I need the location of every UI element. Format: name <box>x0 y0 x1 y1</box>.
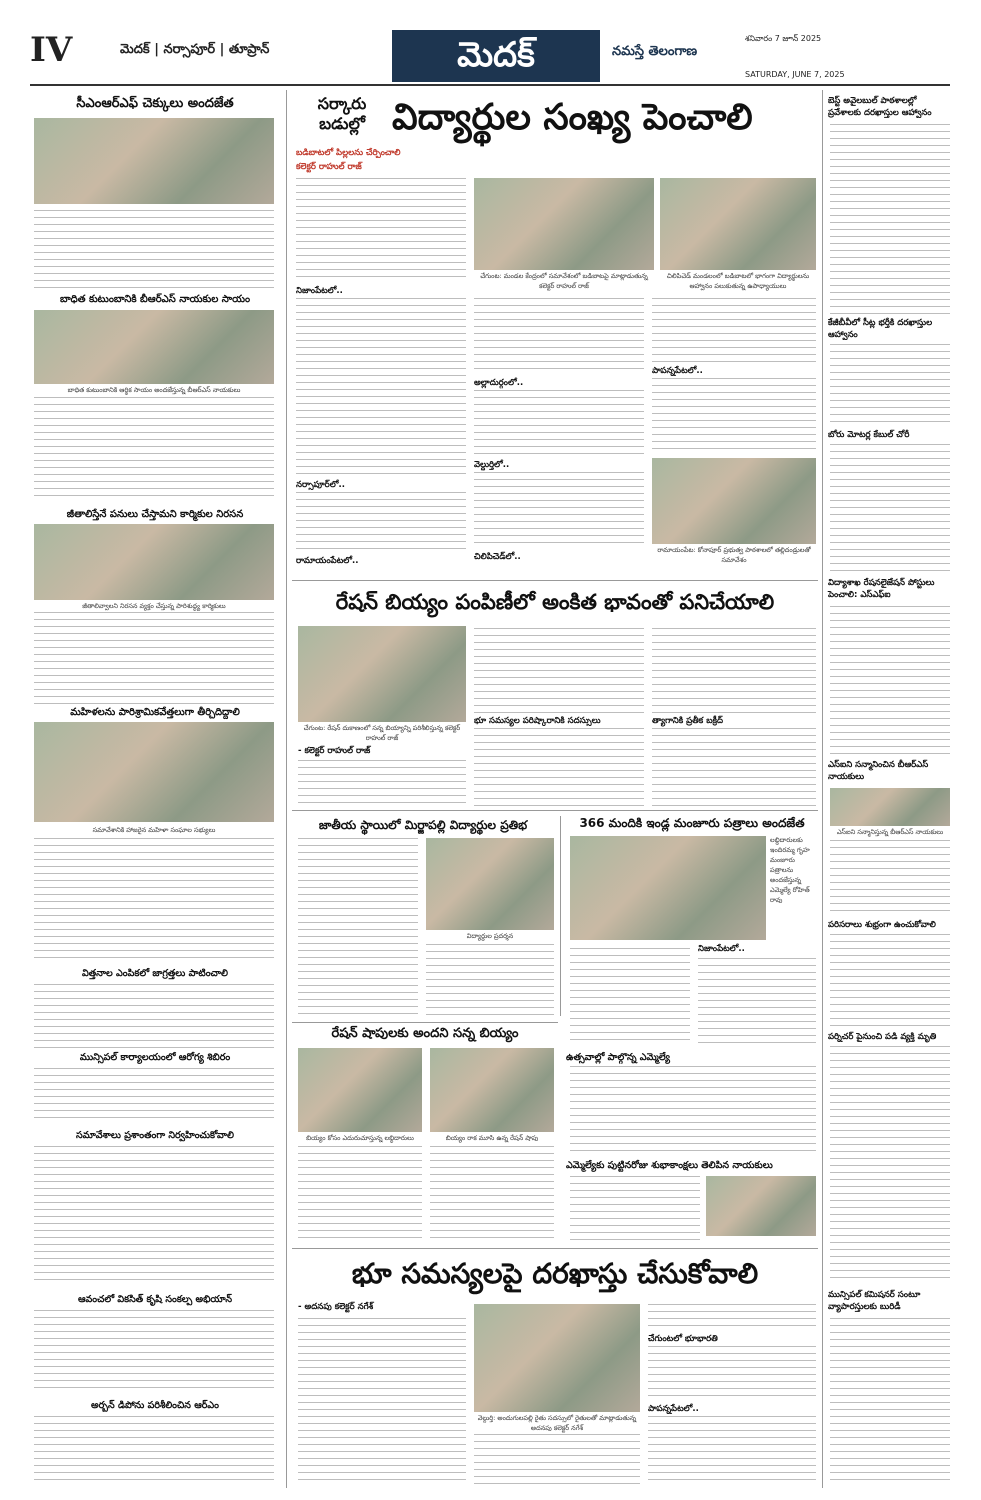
depot-headline: అర్బన్ డిపోను పరిశీలించిన ఆర్ఎం <box>91 1400 219 1411</box>
cleanliness-headline: పరిసరాలు శుభ్రంగా ఉంచుకోవాలి <box>828 920 936 930</box>
newspaper-name: నమస్తే తెలంగాణ <box>612 44 698 59</box>
lead-subhead: వెల్దుర్తిలో.. <box>474 460 510 470</box>
rice-headline: రేషన్ షాపులకు అందని సన్న బియ్యం <box>331 1026 519 1041</box>
section-rule <box>292 810 818 811</box>
article-body <box>474 1434 640 1486</box>
article-body <box>296 178 466 280</box>
brs-help-caption: బాధిత కుటుంబానికి ఆర్థిక సాయం అందజేస్తున్న బీఆర్ఎస్ నాయకులు <box>67 386 241 394</box>
article-body <box>652 728 816 806</box>
lead-caption-3: రామాయంపేట: కోనాపూర్ ప్రభుత్వ పాఠశాలలో తల్లిదండ్రులతో సమావేశం <box>657 546 811 564</box>
article-body <box>34 1416 274 1480</box>
lead-subhead: రామాయంపేటలో.. <box>296 556 359 566</box>
article-body <box>830 444 950 572</box>
si-honour-headline: ఎస్ఐని సన్మానించిన బీఆర్ఎస్ నాయకులు <box>828 760 929 782</box>
article-body <box>298 838 418 1018</box>
death-headline: పర్నిచర్ పైనుంచి పడి వ్యక్తి మృతి <box>828 1032 937 1042</box>
article-body <box>430 1146 554 1240</box>
fraud-headline: మున్సిపల్ కమిషనర్ సంటూ వ్యాపారస్తులకు బురిడీ <box>828 1290 921 1312</box>
cmrf-photo <box>34 118 274 204</box>
lead-subhead: పాపన్నపేటలో.. <box>652 366 703 376</box>
brs-help-headline: బాధిత కుటుంబానికి బీఆర్ఎస్ నాయకుల సాయం <box>59 294 251 305</box>
land-subhead: పాపన్నపేటలో.. <box>648 1404 699 1414</box>
article-body <box>830 124 950 314</box>
cmrf-headline: సీఎంఆర్ఎఫ్ చెక్కులు అందజేత <box>76 96 234 111</box>
article-body <box>474 728 644 806</box>
article-body <box>34 612 274 704</box>
mla-headline: ఉత్సవాల్లో పాల్గొన్న ఎమ్మెల్యే <box>566 1052 670 1063</box>
land-photo <box>474 1304 640 1412</box>
article-body <box>648 1304 816 1330</box>
article-body <box>474 472 644 548</box>
brs-help-photo <box>34 310 274 384</box>
si-honour-photo <box>830 788 950 826</box>
article-body <box>830 606 950 756</box>
si-honour-caption: ఎస్ఐని సన్మానిస్తున్న బీఆర్ఎస్ నాయకులు <box>836 828 944 836</box>
ration-headline: రేషన్ బియ్యం పంపిణీలో అంకిత భావంతో పనిచేయాలి <box>335 590 775 614</box>
houses-caption: లబ్ధిదారులకు ఇందిరమ్మ గృహ మంజూరు పత్రాలను అందజేస్తున్న ఎమ్మెల్యే రోహిత్ రావు <box>770 836 810 904</box>
article-body <box>474 298 644 372</box>
birthday-headline: ఎమ్మెల్యేకు పుట్టినరోజు శుభాకాంక్షలు తెలిపిన నాయకులు <box>566 1160 773 1171</box>
article-body <box>830 934 950 1028</box>
article-body <box>698 958 816 1046</box>
land-caption: వెల్దుర్తి: అందుగులపల్లి రైతు సదస్సులో రైతులతో మాట్లాడుతున్న అదనపు కలెక్టర్ నగేశ్ <box>477 1414 637 1432</box>
talent-caption: విద్యార్థుల ప్రదర్శన <box>466 932 514 940</box>
section-rule <box>292 580 818 581</box>
workers-protest-photo <box>34 524 274 600</box>
lead-subhead: అల్లాదుర్గంలో.. <box>474 378 524 388</box>
article-body <box>570 1066 816 1156</box>
women-meeting-photo <box>34 722 274 822</box>
ration-caption: చేగుంట: రేషన్ దుకాణంలో సన్న బియ్యాన్ని పరిశీలిస్తున్న కలెక్టర్ రాహుల్ రాజ్ <box>303 724 461 742</box>
houses-photo <box>570 836 766 940</box>
birthday-photo <box>706 1176 816 1236</box>
ration-byline: - కలెక్టర్ రాహుల్ రాజ్ <box>298 746 371 756</box>
land-headline: భూ సమస్యలపై దరఖాస్తు చేసుకోవాలి <box>351 1257 759 1290</box>
date-english: SATURDAY, JUNE 7, 2025 <box>745 70 845 79</box>
article-body <box>652 628 816 714</box>
article-body <box>570 1176 700 1242</box>
section-rule <box>292 1022 558 1023</box>
article-body <box>648 1416 816 1486</box>
article-body <box>474 628 644 714</box>
article-body <box>296 492 466 552</box>
lead-subhead: నిజాంపేటలో.. <box>296 286 343 296</box>
land-subhead: చేగుంటలో భూభారతి <box>648 1334 718 1344</box>
article-body <box>298 1146 422 1240</box>
article-body <box>34 397 274 501</box>
article-body <box>34 1146 274 1286</box>
rice-photo-1 <box>298 1048 422 1132</box>
article-body <box>298 760 466 806</box>
lead-subhead: నర్సాపూర్‌లో.. <box>296 480 345 490</box>
ration-photo <box>298 626 466 722</box>
kgbv-headline: కేజీబీవీలో సీట్ల భర్తీకి దరఖాస్తుల ఆహ్వానం <box>828 318 933 340</box>
health-camp-headline: మున్సిపల్ కార్యాలయంలో ఆరోగ్య శిబిరం <box>79 1052 231 1063</box>
lead-subhead: చిలిపిచెడ్‌లో.. <box>474 552 521 562</box>
lead-caption-1: చేగుంట: మండల కేంద్రంలో సమావేశంలో బడిబాటపై మాట్లాడుతున్న కలెక్టర్ రాహుల్ రాజ్ <box>480 272 648 290</box>
article-body <box>34 1068 274 1124</box>
article-body <box>34 1310 274 1394</box>
women-entrepreneurs-headline: మహిళలను పారిశ్రామికవేత్తలుగా తీర్చిదిద్దాలి <box>70 707 240 718</box>
lead-photo-3 <box>652 458 816 544</box>
talent-headline: జాతీయ స్థాయిలో మిర్జాపల్లి విద్యార్థుల ప్రతిభ <box>318 818 528 832</box>
krishi-headline: ఆవంచలో వికసిత్ కృషి సంకల్ప అభియాన్ <box>77 1294 233 1305</box>
article-body <box>426 944 554 1018</box>
land-byline: - అదనపు కలెక్టర్ నగేశ్ <box>298 1302 374 1312</box>
cable-theft-headline: బోరు మోటర్ల కేబుల్ చోరీ <box>828 430 910 440</box>
date-telugu: శనివారం 7 జూన్ 2025 <box>745 34 822 43</box>
section-rule <box>292 1248 818 1249</box>
rice-photo-2 <box>430 1048 554 1132</box>
article-body <box>34 838 274 958</box>
houses-headline: 366 మందికి ఇండ్ల మంజూరు పత్రాలు అందజేత <box>579 816 805 830</box>
lead-caption-2: చిలిపిచెడ్ మండలంలో బడిబాటలో భాగంగా విద్యార్థులను ఆహ్వానం పలుకుతున్న ఉపాధ్యాయులు <box>666 272 810 290</box>
best-available-headline: బెస్ట్ అవైలబుల్ పాఠశాలల్లో ప్రవేశాలకు దరఖాస్తుల ఆహ్వానం <box>828 96 932 118</box>
region-label: మెదక్ | నర్సాపూర్ | తూప్రాన్ <box>120 42 270 57</box>
article-body <box>830 840 950 916</box>
article-body <box>830 1046 950 1284</box>
lead-photo-1 <box>474 178 654 270</box>
houses-subhead: నిజాంపేటలో.. <box>698 944 745 954</box>
sfi-headline: విద్యాశాఖ రేషనలైజేషన్ పోస్టులు పెంచాలి: ఎస్ఎఫ్ఐ <box>828 578 935 600</box>
article-body <box>296 298 466 476</box>
ration-subhead: భూ సమస్యల పరిష్కారానికి సదస్సులు <box>474 716 601 726</box>
article-body <box>648 1346 816 1400</box>
article-body <box>652 378 816 452</box>
lead-bullet: బడిబాటలో పిల్లలను చేర్పించాలి <box>296 148 401 158</box>
page-number: IV <box>30 30 73 70</box>
column-rule <box>560 816 561 1016</box>
article-body <box>298 1318 466 1486</box>
rice-caption-1: బియ్యం కోసం ఎదురుచూస్తున్న లబ్ధిదారులు <box>306 1134 414 1142</box>
article-body <box>830 344 950 426</box>
masthead: మెదక్ <box>392 30 600 82</box>
workers-protest-headline: జీతాలిస్తేనే పనులు చేస్తామని కార్మికుల నిరసన <box>66 509 244 520</box>
lead-kicker: సర్కారు బడుల్లో <box>317 94 367 133</box>
column-rule <box>822 90 823 1488</box>
article-body <box>830 1318 950 1486</box>
article-body <box>34 210 274 288</box>
ration-subhead: త్యాగానికి ప్రతీక బక్రీద్ <box>652 716 724 726</box>
article-body <box>652 298 816 362</box>
column-rule <box>286 90 287 1488</box>
article-body <box>474 390 644 454</box>
lead-headline: విద్యార్థుల సంఖ్య పెంచాలి <box>392 97 753 138</box>
talent-photo <box>426 838 554 930</box>
women-meeting-caption: సమావేశానికి హాజరైన మహిళా సంఘాల సభ్యులు <box>92 826 216 834</box>
article-body <box>570 948 690 1040</box>
article-body <box>34 984 274 1048</box>
rice-caption-2: బియ్యం రాక మూసి ఉన్న రేషన్ షాపు <box>445 1134 539 1142</box>
lead-bullet: కలెక్టర్ రాహుల్ రాజ్ <box>296 162 362 172</box>
lead-photo-2 <box>660 178 816 270</box>
meetings-headline: సమావేశాలు ప్రశాంతంగా నిర్వహించుకోవాలి <box>76 1130 234 1141</box>
seeds-headline: విత్తనాల ఎంపికలో జాగ్రత్తలు పాటించాలి <box>81 968 228 979</box>
workers-protest-caption: జీతాలివ్వాలని నిరసన వ్యక్తం చేస్తున్న పారిశుద్ధ్య కార్మికులు <box>82 602 226 610</box>
